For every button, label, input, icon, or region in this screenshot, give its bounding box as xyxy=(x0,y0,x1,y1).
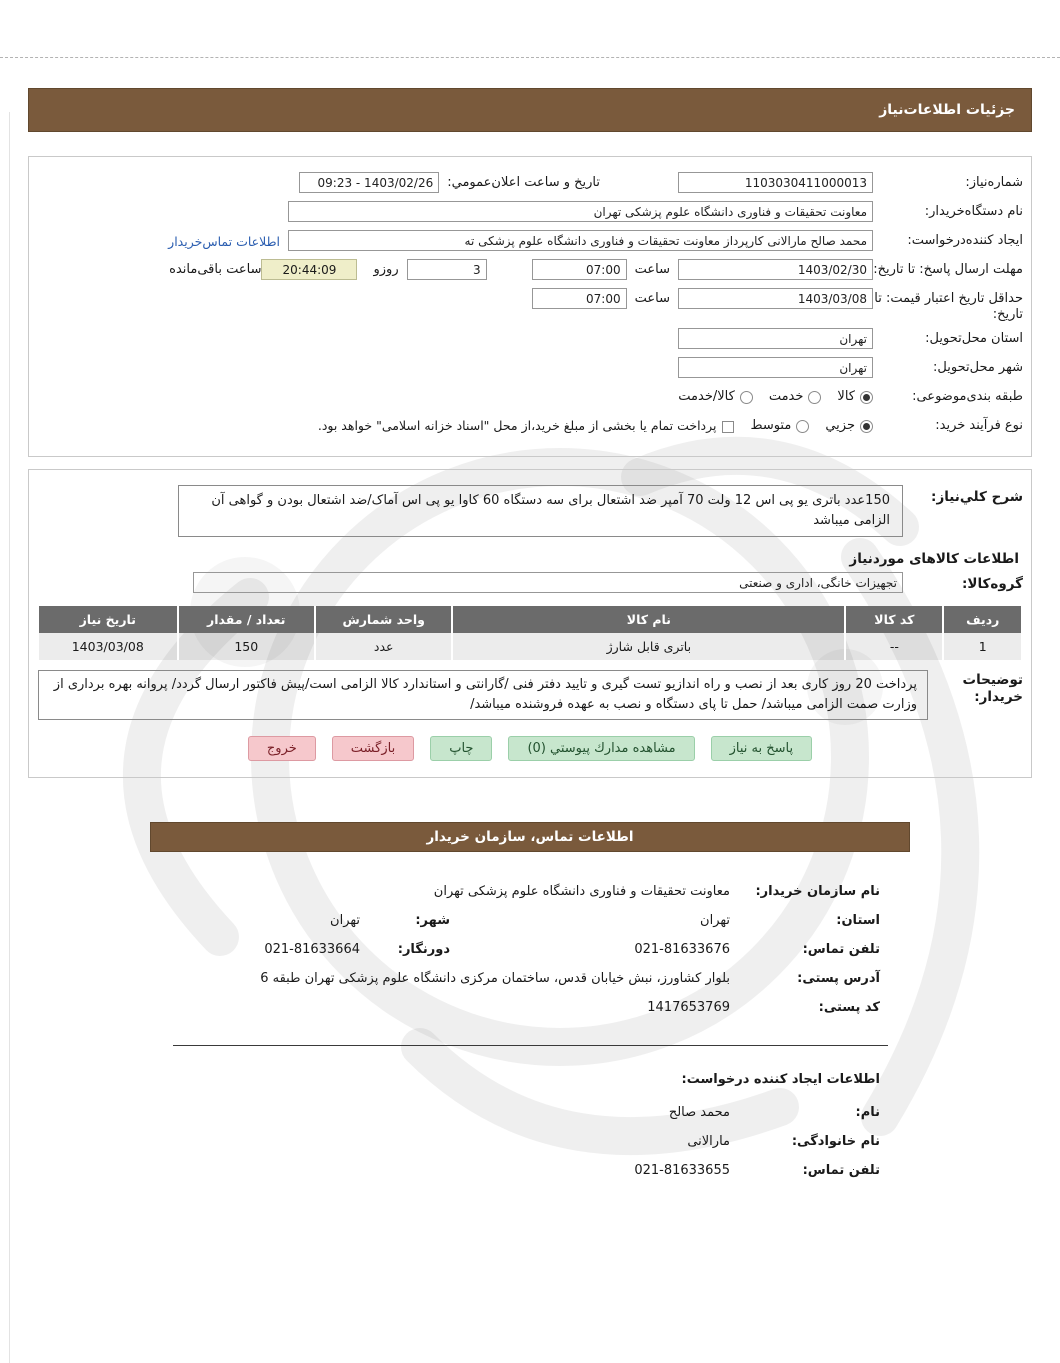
creator-info-section xyxy=(150,1105,910,1178)
remaining-hours-label: ساعت باقی‌مانده xyxy=(169,262,262,277)
contact-address-label: آدرس پستی: xyxy=(797,971,880,986)
buyer-org-input[interactable] xyxy=(288,201,873,222)
org-name-value: معاونت تحقیقات و فناوری دانشگاه علوم پزشکی تهران xyxy=(433,884,730,899)
contact-phone-value: 021-81633676 xyxy=(634,942,730,957)
buyer-org-row xyxy=(37,201,1023,225)
contact-fax-value: 021-81633664 xyxy=(264,942,360,957)
col-row-number: ردیف xyxy=(942,606,1021,633)
category-row xyxy=(37,386,1023,410)
exit-button[interactable]: خروج xyxy=(248,736,316,761)
process-radio-minor[interactable] xyxy=(860,420,873,433)
price-validity-row xyxy=(37,288,1023,323)
reply-deadline-row xyxy=(37,259,1023,283)
contact-section xyxy=(150,884,910,1015)
col-unit: واحد شمارش xyxy=(314,606,451,633)
creator-phone-row xyxy=(180,1163,880,1178)
last-name-value: مارالانی xyxy=(687,1134,730,1149)
contact-city-value: تهران xyxy=(330,913,360,928)
page-title-bar xyxy=(28,88,1032,132)
goods-group-row xyxy=(37,572,1023,596)
first-name-value: محمد صالح xyxy=(668,1105,730,1120)
goods-group-label: گروه‌کالا: xyxy=(962,576,1023,592)
section-divider xyxy=(173,1045,888,1046)
need-desc-label: شرح كلي‌نیاز: xyxy=(931,489,1023,505)
contact-address-value: بلوار کشاورز، نبش خیابان قدس، ساختمان مرکزی دانشگاه علوم پزشکی تهران طبقه 6 xyxy=(260,971,730,986)
buyer-notes-row xyxy=(37,670,1023,720)
buyer-org-label: نام دستگاه‌خریدار: xyxy=(924,204,1023,219)
page xyxy=(0,57,1060,1178)
cell-row-number: 1 xyxy=(942,633,1021,660)
delivery-province-input[interactable] xyxy=(678,328,873,349)
contact-title-bar xyxy=(150,822,910,852)
buyer-contact-link[interactable]: اطلاعات تماس‌خریدار xyxy=(168,234,280,249)
first-name-row xyxy=(180,1105,880,1120)
treasury-docs-checkbox[interactable] xyxy=(722,421,734,433)
need-number-row xyxy=(37,172,1023,196)
province-city-row xyxy=(180,913,880,928)
col-need-date: تاریخ نیاز xyxy=(39,606,177,633)
announce-label: تاریخ و ساعت اعلان‌عمومي: xyxy=(447,175,600,190)
price-validity-date-input[interactable] xyxy=(678,288,873,309)
contact-title: اطلاعات تماس، سازمان خریدار xyxy=(426,829,634,845)
category-option-goods-label: کالا xyxy=(837,389,855,404)
category-radio-goods-service[interactable] xyxy=(740,391,753,404)
contact-city-label: شهر: xyxy=(415,913,450,928)
org-name-label: نام سازمان خریدار: xyxy=(755,884,880,899)
cell-item-name: باتری قابل شارژ xyxy=(451,633,844,660)
category-radio-goods[interactable] xyxy=(860,391,873,404)
col-item-name: نام کالا xyxy=(451,606,844,633)
cell-quantity: 150 xyxy=(177,633,314,660)
announce-input[interactable] xyxy=(299,172,439,193)
reply-to-need-button[interactable]: پاسخ به نیاز xyxy=(711,736,813,761)
col-quantity: تعداد / مقدار xyxy=(177,606,314,633)
need-desc-row xyxy=(37,485,1023,537)
last-name-row xyxy=(180,1134,880,1149)
contact-province-label: استان: xyxy=(836,913,880,928)
print-button[interactable]: چاپ xyxy=(430,736,492,761)
reply-deadline-time-input[interactable] xyxy=(532,259,627,280)
process-option-minor-label: جزیي xyxy=(825,418,855,433)
org-name-row xyxy=(180,884,880,899)
contact-province-value: تهران xyxy=(700,913,730,928)
first-name-label: نام: xyxy=(855,1105,880,1120)
reply-deadline-date-input[interactable] xyxy=(678,259,873,280)
last-name-label: نام خانوادگی: xyxy=(791,1134,880,1149)
creator-input[interactable] xyxy=(288,230,873,251)
remaining-days-input[interactable] xyxy=(407,259,487,280)
postal-code-label: کد پستی: xyxy=(818,1000,880,1015)
delivery-city-row xyxy=(37,357,1023,381)
treasury-docs-label: پرداخت تمام یا بخشی از مبلغ خرید،از محل "اسناد خزانه اسلامی" خواهد بود. xyxy=(317,418,717,433)
cell-need-date: 1403/03/08 xyxy=(39,633,177,660)
col-item-code: کد کالا xyxy=(844,606,942,633)
top-separator xyxy=(0,57,1060,58)
phone-fax-row xyxy=(180,942,880,957)
contact-phone-label: تلفن تماس: xyxy=(802,942,880,957)
creator-label: ایجاد کننده‌درخواست: xyxy=(907,233,1023,248)
creator-phone-label: تلفن تماس: xyxy=(802,1163,880,1178)
address-row xyxy=(180,971,880,986)
need-info-panel xyxy=(28,156,1032,457)
page-title: جزئیات اطلاعات‌نیاز xyxy=(879,102,1015,118)
buyer-notes-box: پرداخت 20 روز کاری بعد از نصب و راه اندازیو تست گیری و تایید دفتر فنی /گارانتی و استاندارد کالا الزامی است/پیش فاکتور ارسال گردد/ پروانه بهره برداری از وزارت صمت الزامی میباشد/ حمل تا پای دستگاه و نصب به عهده فروشنده میباشد/ xyxy=(38,670,928,720)
postal-code-value: 1417653769 xyxy=(647,1000,730,1015)
view-attachments-button[interactable]: مشاهده مدارك پيوستي (0) xyxy=(508,736,694,761)
price-validity-time-input[interactable] xyxy=(532,288,627,309)
items-table-header-row xyxy=(39,606,1021,633)
process-type-row xyxy=(37,415,1023,439)
countdown-timer: 20:44:09 xyxy=(261,259,357,280)
goods-group-input[interactable] xyxy=(193,572,903,593)
contact-fax-label: دورنگار: xyxy=(397,942,450,957)
creator-row xyxy=(37,230,1023,254)
category-radio-service[interactable] xyxy=(808,391,821,404)
reply-deadline-label: مهلت ارسال پاسخ: تا تاریخ: xyxy=(873,262,1023,277)
process-type-label: نوع فرآیند خرید: xyxy=(935,418,1023,433)
buyer-notes-label: توضیحات خریدار: xyxy=(962,672,1023,705)
days-label: روزو xyxy=(373,262,399,277)
category-option-goods-service-label: کالا/خدمت xyxy=(678,389,735,404)
delivery-city-input[interactable] xyxy=(678,357,873,378)
process-option-medium-label: متوسط xyxy=(750,418,792,433)
category-label: طبقه بندی‌موضوعی: xyxy=(912,389,1023,404)
price-validity-time-label: ساعت xyxy=(634,291,670,306)
cell-unit: عدد xyxy=(314,633,451,660)
need-number-label: شماره‌نیاز: xyxy=(965,175,1023,190)
items-table xyxy=(39,606,1021,660)
items-section-header: اطلاعات کالاهای موردنیاز xyxy=(849,551,1019,567)
table-row[interactable] xyxy=(39,633,1021,660)
action-buttons xyxy=(37,736,1023,761)
price-validity-label: حداقل تاریخ اعتبار قیمت: تا تاریخ: xyxy=(874,291,1023,322)
postal-code-row xyxy=(180,1000,880,1015)
cell-item-code: -- xyxy=(844,633,942,660)
delivery-province-row xyxy=(37,328,1023,352)
back-button[interactable]: بازگشت xyxy=(332,736,414,761)
delivery-city-label: شهر محل‌تحویل: xyxy=(933,360,1023,375)
need-items-panel xyxy=(28,469,1032,778)
need-number-input[interactable] xyxy=(678,172,873,193)
delivery-province-label: استان محل‌تحویل: xyxy=(925,331,1023,346)
need-desc-box: 150عدد باتری یو پی اس 12 ولت 70 آمپر ضد اشتعال برای سه دستگاه 60 کاوا یو پی اس آماک/ضد اشتعال بودن و گواهی آن الزامی میباشد xyxy=(178,485,903,537)
process-radio-medium[interactable] xyxy=(796,420,809,433)
reply-deadline-time-label: ساعت xyxy=(634,262,670,277)
creator-info-title: اطلاعات ایجاد کننده درخواست: xyxy=(681,1072,880,1087)
category-option-service-label: خدمت xyxy=(768,389,804,404)
creator-phone-value: 021-81633655 xyxy=(634,1163,730,1178)
